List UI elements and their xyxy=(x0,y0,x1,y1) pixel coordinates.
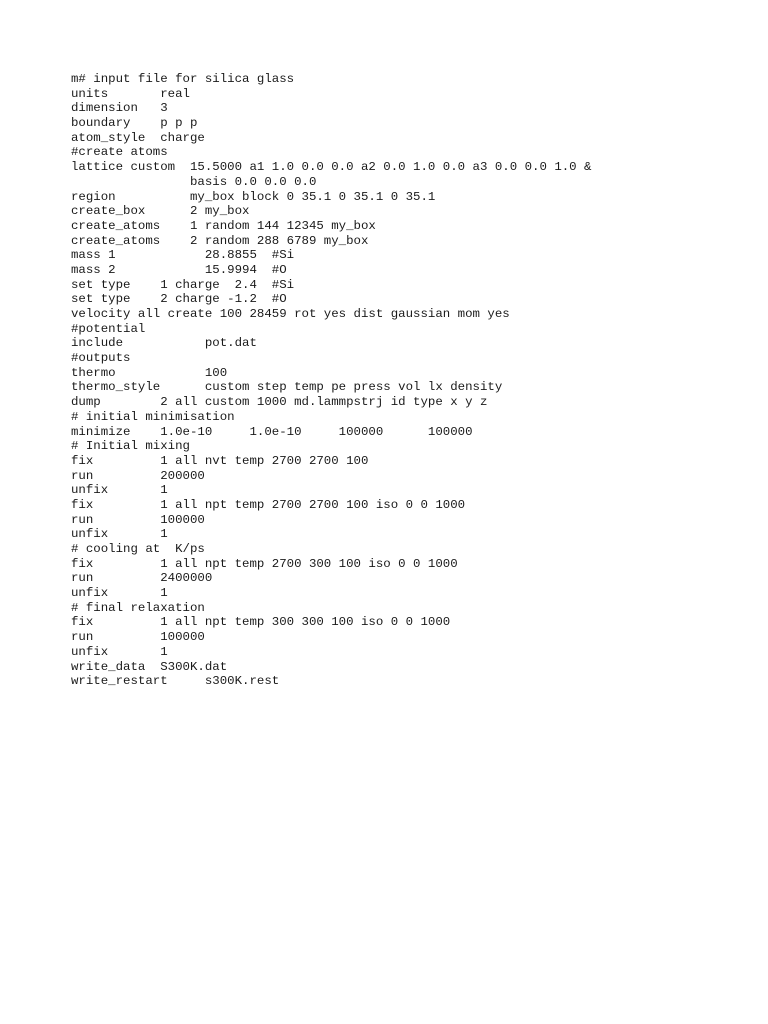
code-line: include pot.dat xyxy=(71,336,257,351)
code-line: #create atoms xyxy=(71,145,168,160)
code-line: create_atoms 2 random 288 6789 my_box xyxy=(71,233,369,248)
code-line: units real xyxy=(71,86,190,101)
code-line: unfix 1 xyxy=(71,586,168,601)
code-line: write_restart s300K.rest xyxy=(71,674,280,689)
code-line: fix 1 all npt temp 2700 2700 100 iso 0 0 1000 xyxy=(71,497,466,512)
code-line: run 2400000 xyxy=(71,571,213,586)
code-line: fix 1 all nvt temp 2700 2700 100 xyxy=(71,453,369,468)
code-line: minimize 1.0e-10 1.0e-10 100000 100000 xyxy=(71,424,473,439)
code-line: thermo 100 xyxy=(71,365,228,380)
code-line: dump 2 all custom 1000 md.lammpstrj id type x y z xyxy=(71,395,488,410)
code-line: lattice custom 15.5000 a1 1.0 0.0 0.0 a2 0.0 1.0 0.0 a3 0.0 0.0 1.0 & xyxy=(71,160,592,175)
lammps-input-script xyxy=(71,72,592,689)
code-line: # Initial mixing xyxy=(71,439,190,454)
code-line: # initial minimisation xyxy=(71,409,235,424)
code-line: velocity all create 100 28459 rot yes dist gaussian mom yes xyxy=(71,307,510,321)
code-line: #outputs xyxy=(71,351,131,366)
code-line: unfix 1 xyxy=(71,527,168,542)
code-line: write_data S300K.dat xyxy=(71,659,228,674)
code-line: run 200000 xyxy=(71,468,205,483)
code-line: run 100000 xyxy=(71,630,205,645)
code-line: fix 1 all npt temp 300 300 100 iso 0 0 1000 xyxy=(71,615,451,630)
code-line: unfix 1 xyxy=(71,483,168,498)
code-line: # final relaxation xyxy=(71,600,205,615)
code-line: thermo_style custom step temp pe press vol lx density xyxy=(71,380,503,395)
code-line: dimension 3 xyxy=(71,101,168,116)
code-line: #potential xyxy=(71,321,146,336)
code-line: run 100000 xyxy=(71,512,205,527)
code-line: create_box 2 my_box xyxy=(71,204,250,219)
code-line: atom_style charge xyxy=(71,130,205,145)
code-line: # cooling at K/ps xyxy=(71,542,205,556)
code-line: m# input file for silica glass xyxy=(71,72,295,86)
code-line: fix 1 all npt temp 2700 300 100 iso 0 0 1000 xyxy=(71,556,458,571)
code-line: set type 2 charge -1.2 #O xyxy=(71,292,287,307)
code-line: mass 2 15.9994 #O xyxy=(71,262,287,277)
code-line: set type 1 charge 2.4 #Si xyxy=(71,277,295,292)
code-line: mass 1 28.8855 #Si xyxy=(71,248,295,263)
code-line: unfix 1 xyxy=(71,644,168,659)
code-line: basis 0.0 0.0 0.0 xyxy=(71,174,317,189)
code-line: boundary p p p xyxy=(71,116,198,131)
code-line: create_atoms 1 random 144 12345 my_box xyxy=(71,218,376,233)
code-line: region my_box block 0 35.1 0 35.1 0 35.1 xyxy=(71,189,436,204)
